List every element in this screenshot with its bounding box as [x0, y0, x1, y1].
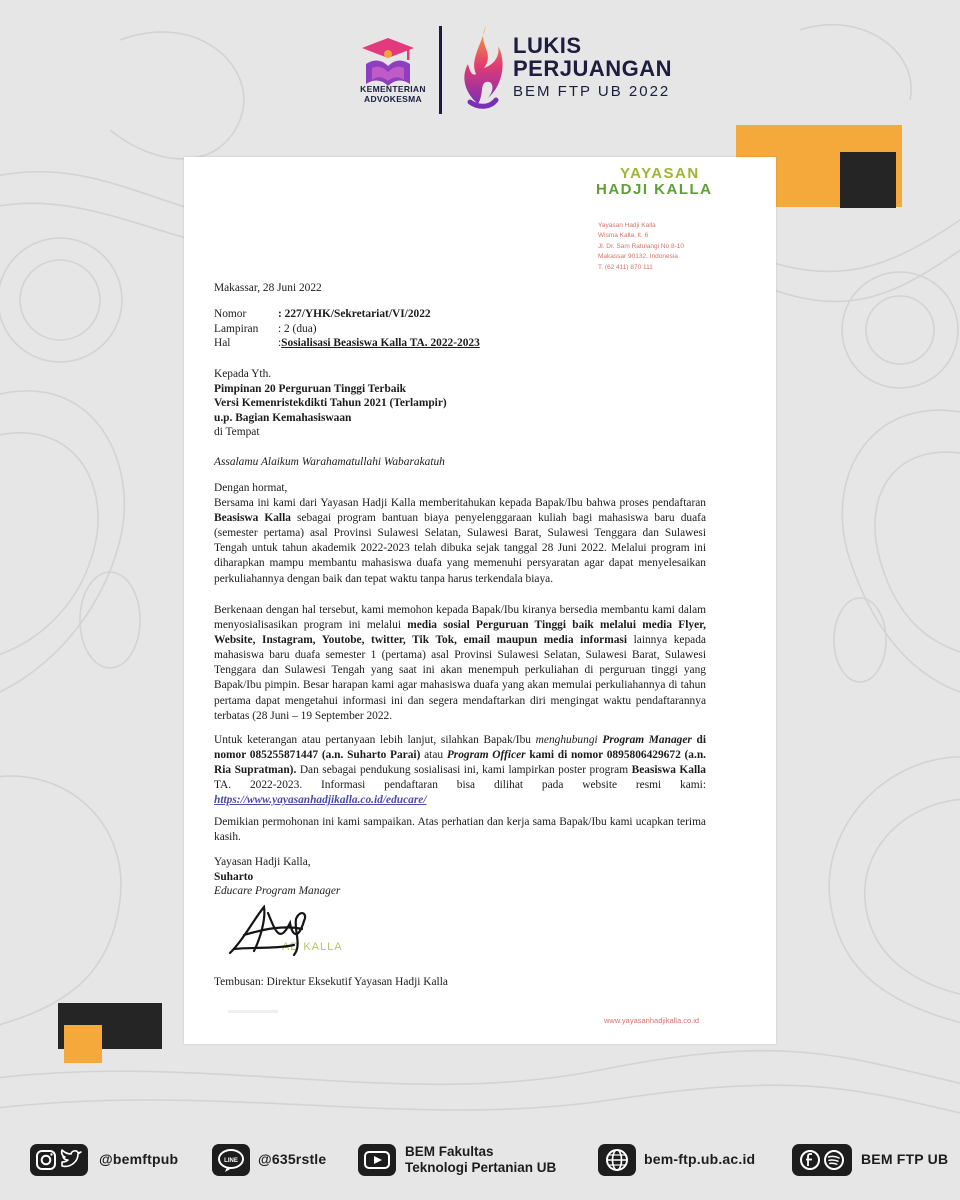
- instagram-handle[interactable]: @bemftpub: [99, 1151, 179, 1167]
- globe-icon[interactable]: [598, 1144, 636, 1176]
- letter-paragraph-1: Dengan hormat, Bersama ini kami dari Yayasan Hadji Kalla memberitahukan kepada Bapak/Ibu bahwa proses pendaftaran Beasiswa Kalla sebagai program bantuan biaya penyelenggaraan kuliah bagi mahasiswa baru duafa (semester pertama) asal Provinsi Sulawesi Selatan, Sulawesi Barat, Sulawesi Tenggara dan Sulawesi Tengah untuk tahun akademik 2022-2023 telah dibuka sejak tanggal 28 Juni 2022. Melalui program ini diharapkan mampu membantu mahasiswa duafa yang memenuhi persyaratan agar dapat menyelesaikan perkuliahannya dengan baik dan tepat waktu tanpa harus terkendala biaya.: [214, 482, 706, 585]
- letter-date: Makassar, 28 Juni 2022: [214, 282, 322, 294]
- yhk-logo-bottom: HADJI KALLA: [596, 181, 713, 198]
- letter-recipient: Kepada Yth. Pimpinan 20 Perguruan Tinggi Terbaik Versi Kemenristekdikti Tahun 2021 (Terlampir) u.p. Bagian Kemahasiswaan di Tempat: [214, 368, 447, 439]
- decor-dark-block-top: [840, 152, 896, 208]
- ministry-label: KEMENTERIAN ADVOKESMA: [360, 84, 426, 104]
- letter-signature-block: Yayasan Hadji Kalla, Suharto Educare Program Manager: [214, 856, 341, 898]
- header-divider: [439, 26, 442, 114]
- instagram-twitter-icon[interactable]: [30, 1144, 88, 1176]
- letter-salutation: Assalamu Alaikum Warahamatullahi Wabarakatuh: [214, 456, 445, 468]
- letterhead-address: Yayasan Hadji Kalla Wisma Kalla, lt. 6 Jl. Dr. Sam Ratulangi No 8-10 Makassar 90132, Indonesia T. (62 411) 870 111: [598, 222, 684, 271]
- campaign-title-line2: PERJUANGAN: [513, 56, 673, 81]
- flame-logo-icon: [456, 24, 506, 112]
- letter-paragraph-2: Berkenaan dengan hal tersebut, kami memohon kepada Bapak/Ibu kiranya bersedia membantu kami dalam menyosialisasikan program ini melalui media sosial Perguruan Tinggi baik melalui media Flyer, Website, Instagram, Youtobe, twitter, Tik Tok, email maupun media informasi lainnya kepada mahasiswa baru duafa semester 1 (pertama) asal Provinsi Sulawesi Selatan, Sulawesi Barat, Sulawesi Tenggara dan Sulawesi Tengah yang saat ini akan menempuh perkuliahan di perguruan tinggi yang Bapak/Ibu pimpin. Besar harapan kami agar mahasiswa duafa yang akan memulai perkuliahannya di tahun pertama dapat mengetahui informasi ini dan segera mendaftarkan diri mengingat waktu pendaftarannya terbatas (28 Juni – 19 September 2022.: [214, 604, 706, 722]
- campaign-subtitle: BEM FTP UB 2022: [513, 83, 671, 100]
- svg-text:LINE: LINE: [224, 1158, 238, 1164]
- letterhead-website: www.yayasanhadjikalla.co.id: [604, 1016, 700, 1025]
- faint-mark: [228, 1010, 278, 1013]
- letter-paragraph-4: Demikian permohonan ini kami sampaikan. Atas perhatian dan kerja sama Bapak/Ibu kami ucapkan terima kasih.: [214, 816, 706, 844]
- footer-social-bar: [0, 1136, 960, 1184]
- youtube-channel-name[interactable]: BEM Fakultas Teknologi Pertanian UB: [405, 1144, 557, 1175]
- facebook-page-name[interactable]: BEM FTP UB: [861, 1151, 949, 1167]
- letter-paragraph-3: Untuk keterangan atau pertanyaan lebih lanjut, silahkan Bapak/Ibu menghubungi Program Manager di nomor 085255871447 (a.n. Suharto Parai) atau Program Officer kami di nomor 0895806429672 (a.n. Ria Supratman). Dan sebagai pendukung sosialisasi ini, kami lampirkan poster program Beasiswa Kalla TA. 2022-2023. Informasi pendaftaran bisa dilihat pada website resmi kami: https://www.yayasanhadjikalla.co.id/educare/: [214, 734, 707, 807]
- letter-carbon-copy: Tembusan: Direktur Eksekutif Yayasan Hadji Kalla: [214, 976, 448, 988]
- line-app-icon[interactable]: [212, 1144, 250, 1176]
- website-link[interactable]: bem-ftp.ub.ac.id: [644, 1151, 756, 1167]
- letter-page: [184, 157, 776, 1044]
- yhk-logo-top: YAYASAN: [620, 165, 700, 182]
- stamp-text: AD KALLA: [282, 941, 343, 953]
- letter-meta: Nomor : 227/YHK/Sekretariat/VI/2022 Lampiran : 2 (dua) Hal : Sosialisasi Beasiswa Kalla TA. 2022-2023: [214, 308, 480, 350]
- handwritten-signature: [224, 899, 344, 959]
- decor-orange-block-bottom: [64, 1025, 102, 1063]
- header: [0, 0, 960, 125]
- youtube-icon[interactable]: [358, 1144, 396, 1176]
- line-handle[interactable]: @635rstle: [258, 1151, 327, 1167]
- facebook-spotify-icon[interactable]: [792, 1144, 852, 1176]
- campaign-title-line1: LUKIS: [513, 33, 582, 58]
- educare-link[interactable]: https://www.yayasanhadjikalla.co.id/educare/: [214, 794, 427, 807]
